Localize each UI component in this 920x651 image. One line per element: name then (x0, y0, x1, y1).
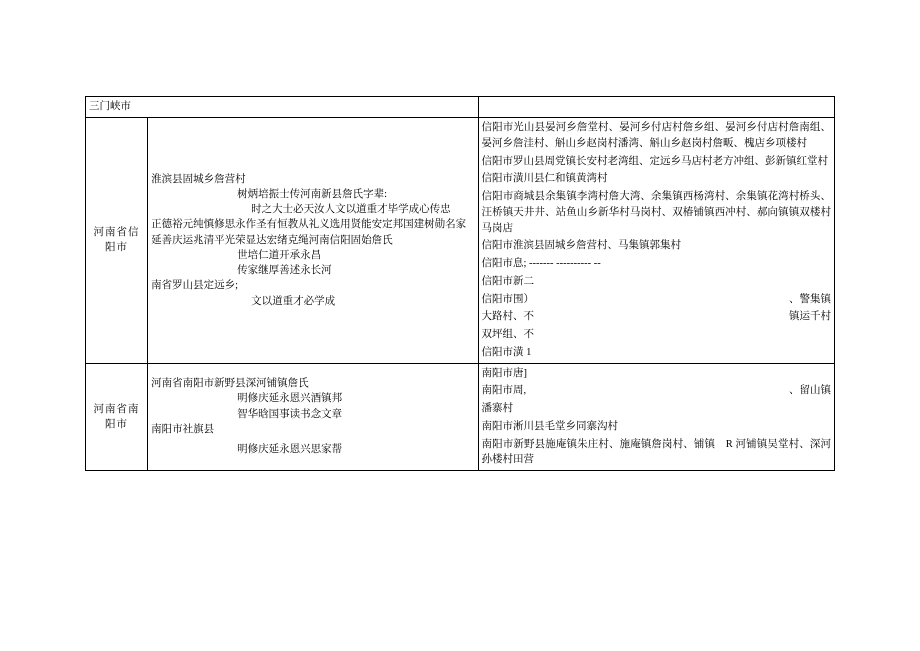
table-row (86, 118, 835, 364)
village-list-item: 信阳市淮滨县固城乡詹营村、马集镇郭集村 (481, 240, 682, 252)
village-list-item: 信阳市潢川县仁和镇黄湾村 (481, 173, 608, 185)
village-list-item: 南阳市新野县施庵镇朱庄村、施庵镇詹岗村、铺镇 R 河铺镇吴堂村、深河孙楼村田营 (481, 438, 831, 466)
poem-line: 正德裕元纯慎修思永作圣有恒教从礼义选用贤能安定邦国建树勋名家 (151, 219, 467, 231)
genealogy-table (85, 96, 835, 471)
village-list-item: 信阳市光山县晏河乡詹堂村、晏河乡付店村詹乡组、晏河乡付店村詹南组、晏河乡詹洼村、斛山乡赵岗村潘湾、斛山乡赵岗村詹畈、槐店乡项楼村 (481, 122, 831, 149)
poem-line: 明修庆延永恩兴酒镇邦 (237, 393, 343, 405)
village-list-item: 信阳市潢 1 (481, 346, 532, 358)
village-list-cell-xinyang (478, 118, 834, 364)
village-list-item-left: 南阳市周, (481, 385, 527, 397)
header-blank-cell (478, 97, 834, 118)
province-cell-nanyang: 河南省南阳市 (86, 363, 148, 471)
village-list-item-left: 信阳市围） (481, 293, 535, 305)
village-list-item: 潘寨村 (481, 403, 514, 414)
village-list-item: 双坪组、不 (481, 329, 535, 340)
poem-line: 智华晗国事读书念文章 (237, 408, 343, 420)
generation-poem-cell-xinyang (148, 118, 478, 364)
poem-title: 树炳培振士传河南新县詹氏字辈: (237, 188, 387, 200)
sub-region-heading: 南阳市社旗县 (151, 423, 215, 435)
province-cell-xinyang: 河南省信阳市 (86, 118, 148, 364)
village-list-item-right: 、警集镇 (789, 293, 831, 305)
village-list-item-split (482, 383, 831, 399)
generation-poem-cell-nanyang (148, 363, 478, 471)
sub-poem-line: 文以道重才必学成 (251, 295, 336, 307)
village-list-item-right: 、留山镇 (789, 385, 831, 397)
village-heading: 河南省南阳市新野县深河铺镇詹氏 (151, 378, 309, 390)
village-list-item-split (482, 309, 831, 325)
village-list-item: 信阳市商城县余集镇李湾村詹大湾、余集镇西杨湾村、余集镇花湾村桥头、汪桥镇天井井、站鱼山乡新华村马岗村、双椿铺镇西冲村、郝向镇镇双楼村马岗店 (481, 191, 831, 234)
table-row (86, 363, 835, 471)
table-row-header (86, 97, 835, 118)
poem-line: 世培仁道开承永昌 (237, 249, 322, 261)
village-list-item-left: 大路村、不 (481, 311, 535, 323)
poem-line: 传家继厚善述永长河 (237, 265, 332, 277)
sub-poem-line: 明修庆延永恩兴思家帮 (237, 444, 343, 456)
village-list-item-right: 镇运千村 (789, 311, 831, 323)
village-list-item: 南阳市唐] (481, 367, 528, 379)
header-city-cell: 三门峡市 (86, 97, 479, 118)
village-list-item: 信阳市新二 (481, 275, 535, 287)
village-heading: 淮滨县固城乡詹营村 (151, 173, 246, 185)
poem-line: 延善庆运兆清平光荣显达宏绪克绳河南信阳固始詹氏 (151, 234, 393, 246)
village-list-cell-nanyang (478, 363, 834, 471)
village-list-item: 南阳市淅川县毛堂乡同寨沟村 (481, 420, 619, 432)
village-list-item: 信阳市息; ------- ---------- -- (481, 258, 601, 269)
village-list-item-split (482, 292, 831, 308)
poem-line: 时之大士必天汝人文以道重才毕学成心传忠 (251, 204, 451, 216)
sub-region-heading: 南省罗山县定远乡; (151, 280, 238, 292)
village-list-item: 信阳市罗山县周党镇长安村老湾组、定远乡马店村老方冲组、彭新镇红堂村 (481, 155, 829, 167)
